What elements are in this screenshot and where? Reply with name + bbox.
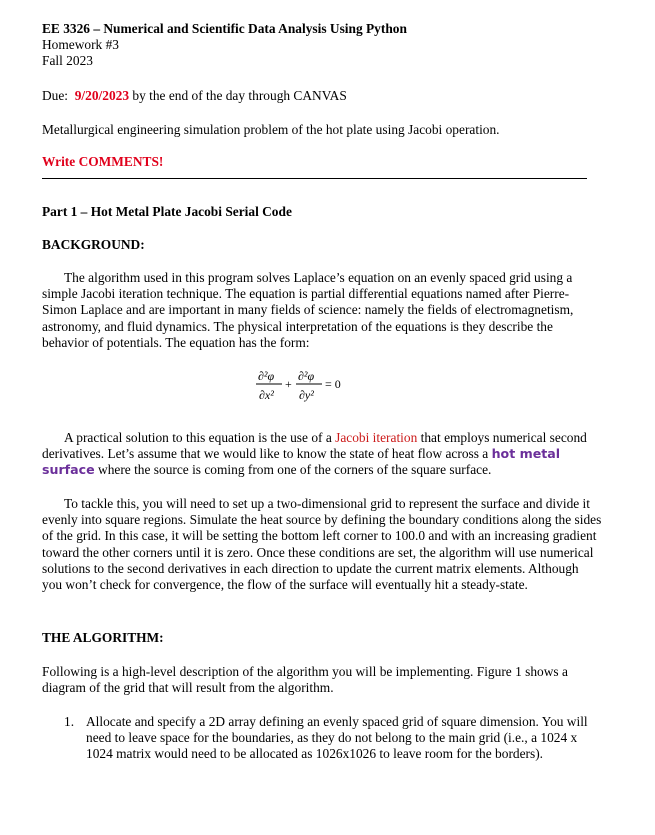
step-text: Allocate and specify a 2D array defining an evenly spaced grid of square dimension. You will need to leave space for the boundaries, as they do not belong to the main grid (i.e., a 1024 x 1024 matrix would need to be allocated as 1026x1026 to leave room for the borders).	[86, 714, 588, 762]
divider-rule	[42, 178, 587, 179]
due-label: Due:	[42, 88, 69, 103]
step-number: 1.	[64, 714, 75, 729]
course-title: EE 3326 – Numerical and Scientific Data Analysis Using Python	[42, 21, 407, 36]
due-line	[42, 88, 347, 104]
eq-numerator-1: ∂²φ	[258, 369, 275, 383]
bg-p2-text-b: that employs numerical second derivatives. Let’s assume that we would like to know the state of heat flow across a	[42, 430, 587, 462]
background-paragraph-3-text: To tackle this, you will need to set up a two-dimensional grid to represent the surface and divide it evenly into square regions. Simulate the heat source by defining the boundary conditions along the sides of the grid. In this case, it will be setting the bottom left corner to 100.0 and with an increasing gradient toward the other corners until it is zero. Once these conditions are set, the algorithm will use numerical solutions to the second derivatives in each direction to update the current matrix elements. Although you won’t check for convergence, the flow of the surface will eventually hit a steady-state.	[42, 496, 602, 593]
eq-numerator-2: ∂²φ	[298, 369, 315, 383]
hot-metal-surface-term: hot metal surface	[42, 446, 561, 478]
algorithm-intro: Following is a high-level description of the algorithm you will be implementing. Figure 1 shows a diagram of the grid that will result from the algorithm.	[42, 664, 568, 696]
due-date: 9/20/2023	[74, 88, 130, 103]
eq-denominator-y: ∂y²	[299, 388, 314, 402]
algorithm-heading: THE ALGORITHM:	[42, 630, 164, 645]
part1-title: Part 1 – Hot Metal Plate Jacobi Serial Code	[42, 204, 292, 219]
eq-denominator-x: ∂x²	[259, 388, 274, 402]
term: Fall 2023	[42, 53, 93, 68]
background-paragraph-3	[42, 496, 602, 593]
algorithm-step	[42, 714, 602, 763]
comments-note: Write COMMENTS!	[42, 154, 164, 169]
eq-plus: +	[285, 377, 292, 391]
homework-number: Homework #3	[42, 37, 119, 52]
intro-text: Metallurgical engineering simulation problem of the hot plate using Jacobi operation.	[42, 122, 500, 137]
eq-equals-zero: = 0	[325, 377, 341, 391]
bg-p2-text-c: where the source is coming from one of the corners of the square surface.	[94, 462, 492, 478]
background-heading: BACKGROUND:	[42, 237, 145, 252]
background-paragraph-2	[42, 430, 602, 479]
due-rest: by the end of the day through CANVAS	[132, 88, 347, 103]
bg-p2-text-a: A practical solution to this equation is the use of a	[64, 430, 336, 445]
background-paragraph-1	[42, 270, 602, 351]
background-paragraph-1-text: The algorithm used in this program solves Laplace’s equation on an evenly spaced grid using a simple Jacobi iteration technique. The equation is partial differential equations named after Pierre-Simon Laplace and are important in many fields of science: namely the fields of electromagnetism, astronomy, and fluid dynamics. The physical interpretation of the equations is they describe the behavior of potentials. The equation has the form:	[42, 270, 574, 350]
jacobi-iteration-term: Jacobi iteration	[335, 430, 418, 445]
algorithm-steps	[42, 714, 602, 763]
laplace-equation	[225, 363, 425, 413]
